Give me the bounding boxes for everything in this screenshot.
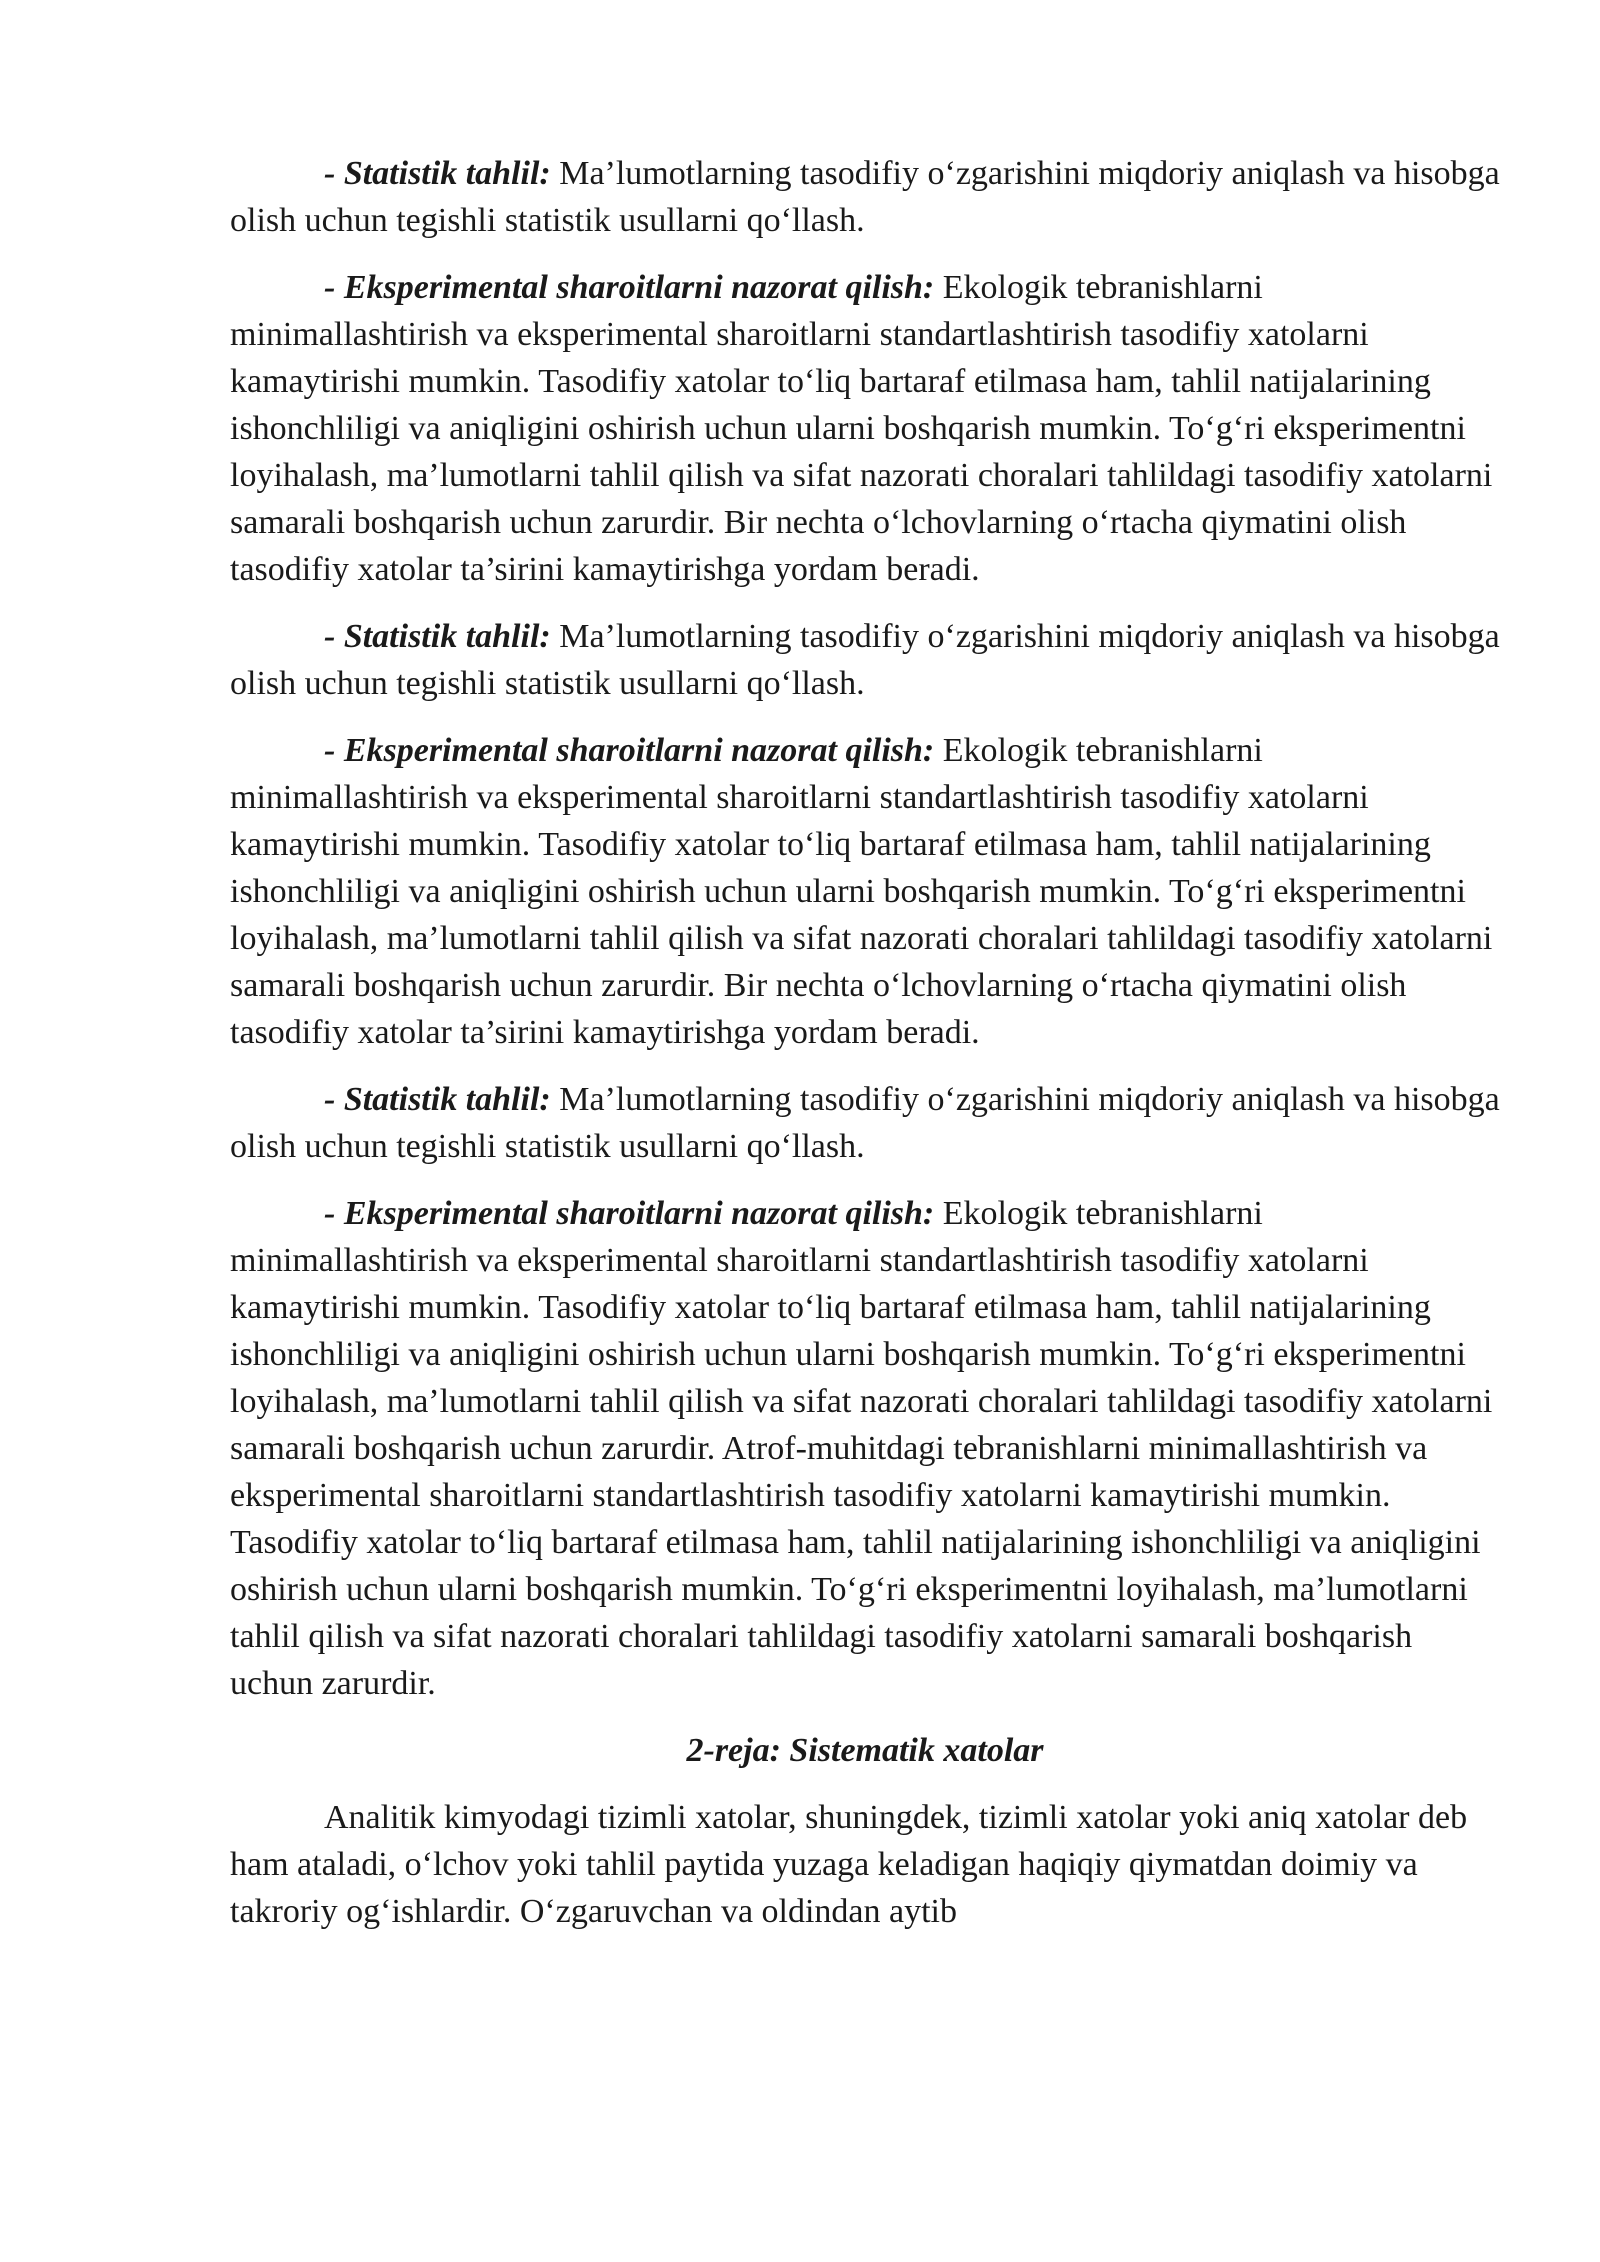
- paragraph-eksperimental-2: [230, 727, 1500, 1056]
- paragraph-text: Ekologik tebranishlarni minimallashtirish va eksperimental sharoitlarni standartlashtirish tasodifiy xatolarni kamaytirishi mumkin. Tasodifiy xatolar toʻliq bartaraf etilmasa ham, tahlil natijalarining ishonchliligi va aniqligini oshirish uchun ularni boshqarish mumkin. Toʻgʻri eksperimentni loyihalash, ma’lumotlarni tahlil qilish va sifat nazorati choralari tahlildagi tasodifiy xatolarni samarali boshqarish uchun zarurdir. Bir nechta oʻlchovlarning oʻrtacha qiymatini olish tasodifiy xatolar ta’sirini kamaytirishga yordam beradi.: [230, 269, 1493, 588]
- paragraph-text: Ma’lumotlarning tasodifiy oʻzgarishini miqdoriy aniqlash va hisobga olish uchun tegishli statistik usullarni qoʻllash.: [230, 618, 1500, 702]
- paragraph-lead: - Eksperimental sharoitlarni nazorat qilish:: [324, 732, 935, 769]
- paragraph-text: Ma’lumotlarning tasodifiy oʻzgarishini miqdoriy aniqlash va hisobga olish uchun tegishli statistik usullarni qoʻllash.: [230, 1081, 1500, 1165]
- paragraph-statistik-tahlil-2: [230, 613, 1500, 707]
- paragraph-lead: - Eksperimental sharoitlarni nazorat qilish:: [324, 1195, 935, 1232]
- paragraph-lead: - Statistik tahlil:: [324, 618, 551, 655]
- section-heading: 2-reja: Sistematik xatolar: [686, 1732, 1044, 1769]
- paragraph-sistematik-xatolar: Analitik kimyodagi tizimli xatolar, shuningdek, tizimli xatolar yoki aniq xatolar deb ham ataladi, oʻlchov yoki tahlil paytida yuzaga keladigan haqiqiy qiymatdan doimiy va takroriy ogʻishlardir. Oʻzgaruvchan va oldindan aytib: [230, 1799, 1468, 1930]
- paragraph-eksperimental-1: [230, 264, 1500, 593]
- paragraph-text: Ekologik tebranishlarni minimallashtirish va eksperimental sharoitlarni standartlashtirish tasodifiy xatolarni kamaytirishi mumkin. Tasodifiy xatolar toʻliq bartaraf etilmasa ham, tahlil natijalarining ishonchliligi va aniqligini oshirish uchun ularni boshqarish mumkin. Toʻgʻri eksperimentni loyihalash, ma’lumotlarni tahlil qilish va sifat nazorati choralari tahlildagi tasodifiy xatolarni samarali boshqarish uchun zarurdir. Atrof-muhitdagi tebranishlarni minimallashtirish va eksperimental sharoitlarni standartlashtirish tasodifiy xatolarni kamaytirishi mumkin. Tasodifiy xatolar toʻliq bartaraf etilmasa ham, tahlil natijalarining ishonchliligi va aniqligini oshirish uchun ularni boshqarish mumkin. Toʻgʻri eksperimentni loyihalash, ma’lumotlarni tahlil qilish va sifat nazorati choralari tahlildagi tasodifiy xatolarni samarali boshqarish uchun zarurdir.: [230, 1195, 1493, 1702]
- paragraph-lead: - Eksperimental sharoitlarni nazorat qilish:: [324, 269, 935, 306]
- paragraph-statistik-tahlil-1: [230, 150, 1500, 244]
- paragraph-statistik-tahlil-3: [230, 1076, 1500, 1170]
- paragraph-lead: - Statistik tahlil:: [324, 155, 551, 192]
- paragraph-text: Ekologik tebranishlarni minimallashtirish va eksperimental sharoitlarni standartlashtirish tasodifiy xatolarni kamaytirishi mumkin. Tasodifiy xatolar toʻliq bartaraf etilmasa ham, tahlil natijalarining ishonchliligi va aniqligini oshirish uchun ularni boshqarish mumkin. Toʻgʻri eksperimentni loyihalash, ma’lumotlarni tahlil qilish va sifat nazorati choralari tahlildagi tasodifiy xatolarni samarali boshqarish uchun zarurdir. Bir nechta oʻlchovlarning oʻrtacha qiymatini olish tasodifiy xatolar ta’sirini kamaytirishga yordam beradi.: [230, 732, 1493, 1051]
- paragraph-lead: - Statistik tahlil:: [324, 1081, 551, 1118]
- paragraph-text: Ma’lumotlarning tasodifiy oʻzgarishini miqdoriy aniqlash va hisobga olish uchun tegishli statistik usullarni qoʻllash.: [230, 155, 1500, 239]
- document-body: [230, 150, 1500, 1955]
- paragraph-eksperimental-3: [230, 1190, 1500, 1707]
